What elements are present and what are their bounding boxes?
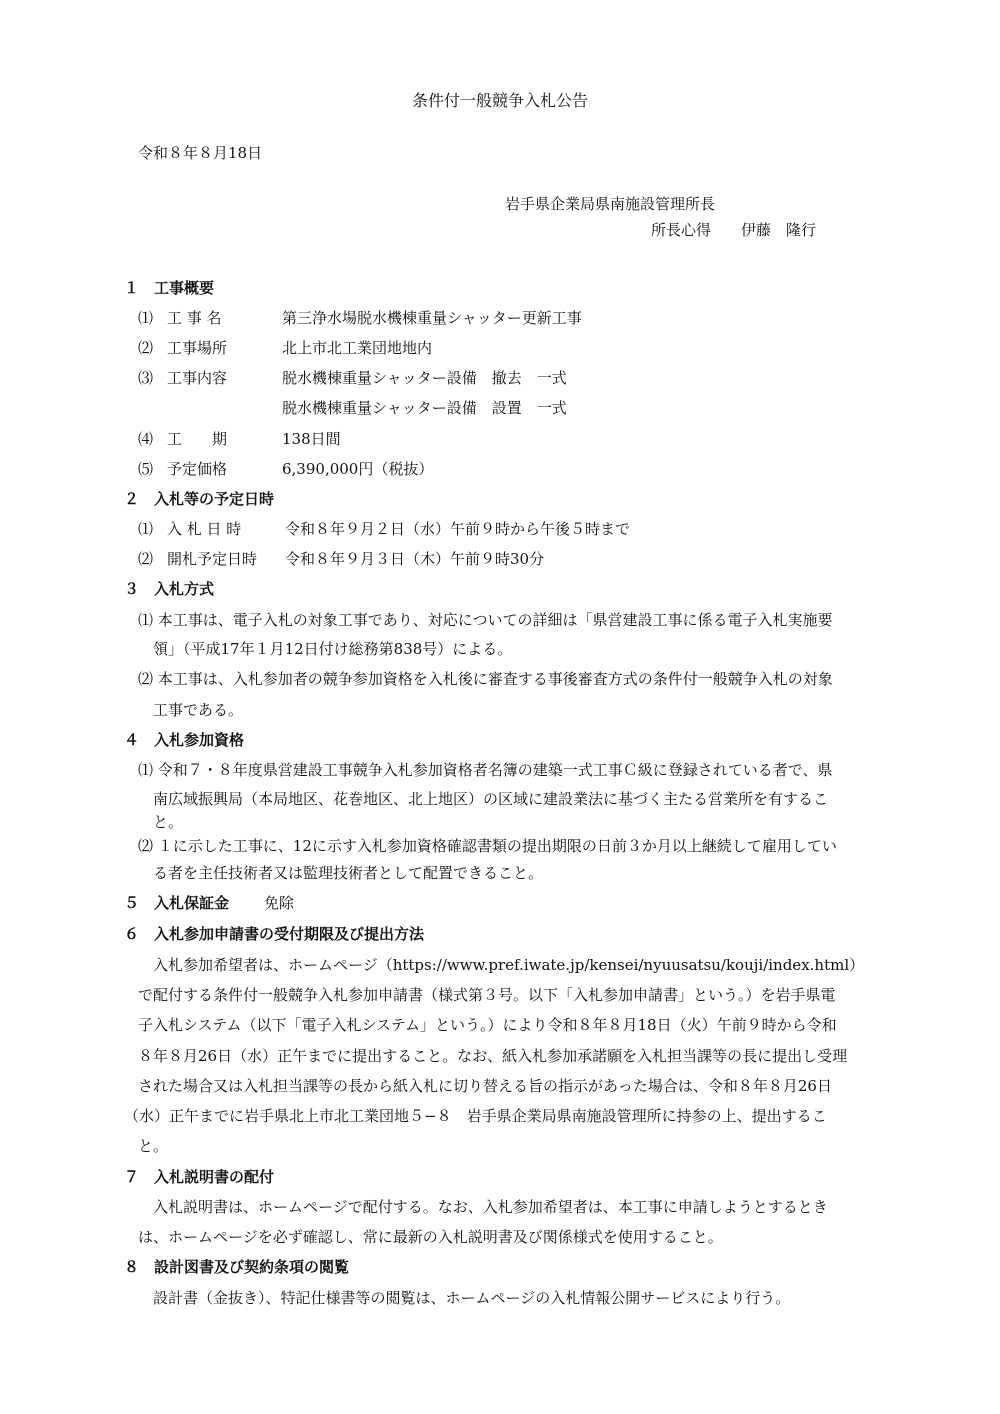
s1-item-num: ⑴	[138, 309, 154, 327]
section-1-heading: １ 工事概要	[124, 279, 215, 297]
s6-line: （水）正午までに岩手県北上市北工業団地５−８ 岩手県企業局県南施設管理所に持参の上、提出するこ	[124, 1107, 827, 1125]
s4-para-1-line: ⑴ 令和７・８年度県営建設工事競争入札参加資格者名簿の建築一式工事Ｃ級に登録されている者で、県	[138, 761, 833, 779]
s1-item-value: 脱水機棟重量シャッター設備 撤去 一式	[282, 369, 567, 387]
s6-line: された場合又は入札担当課等の長から紙入札に切り替える旨の指示があった場合は、令和８年８月26日	[138, 1077, 832, 1095]
section-3-heading: ３ 入札方式	[124, 580, 215, 598]
section-6-heading: ６ 入札参加申請書の受付期限及び提出方法	[124, 925, 425, 943]
issuer-office: 岩手県企業局県南施設管理所長	[505, 195, 716, 213]
s6-line: 子入札システム（以下「電子入札システム」という。）により令和８年８月18日（火）午前９時から令和	[138, 1016, 837, 1034]
s1-item-num: ⑶	[138, 369, 154, 387]
s1-item-num: ⑷	[138, 430, 154, 448]
section-4-heading: ４ 入札参加資格	[124, 731, 245, 749]
s2-item-label: 開札予定日時	[167, 550, 258, 568]
s1-item-num: ⑵	[138, 339, 154, 357]
notice-date: 令和８年８月18日	[138, 144, 263, 162]
s1-item-value: 138日間	[282, 430, 341, 448]
s3-para-2-line: 工事である。	[153, 701, 244, 719]
s6-line: で配付する条件付一般競争入札参加申請書（様式第３号。以下「入札参加申請書」という。）を岩手県電	[138, 986, 836, 1004]
s7-line: は、ホームページを必ず確認し、常に最新の入札説明書及び関係様式を使用すること。	[138, 1228, 723, 1246]
s6-line: 入札参加希望者は、ホームページ（https://www.pref.iwate.jp/kensei/nyuusatsu/kouji/index.html）	[153, 956, 865, 974]
s3-para-1-line: 領」（平成17年１月12日付け総務第838号）による。	[153, 640, 513, 658]
s2-item-label: 入 札 日 時	[167, 520, 242, 538]
s2-item-value: 令和８年９月２日（水）午前９時から午後５時まで	[285, 520, 631, 538]
s1-item-label: 工 事 名	[167, 309, 222, 327]
s1-item-value: 第三浄水場脱水機棟重量シャッター更新工事	[282, 309, 582, 327]
s6-line: ８年８月26日（水）正午までに提出すること。なお、紙入札参加承諾願を入札担当課等の長に提出し受理	[138, 1047, 848, 1065]
page-title: 条件付一般競争入札公告	[411, 91, 588, 110]
s4-para-2-line: る者を主任技術者又は監理技術者として配置できること。	[153, 864, 544, 882]
s4-para-2-line: ⑵ １に示した工事に、12に示す入札参加資格確認書類の提出期限の日前３か月以上継続して雇用してい	[138, 837, 837, 855]
s7-line: 入札説明書は、ホームページで配付する。なお、入札参加希望者は、本工事に申請しようとするとき	[153, 1198, 828, 1216]
s3-para-1-line: ⑴ 本工事は、電子入札の対象工事であり、対応についての詳細は「県営建設工事に係る電子入札実施要	[138, 611, 833, 629]
s2-item-num: ⑴	[138, 520, 154, 538]
section-5-heading: ５ 入札保証金	[124, 894, 230, 912]
s2-item-num: ⑵	[138, 550, 154, 568]
s4-para-1-line: と。	[153, 813, 184, 831]
s5-value: 免除	[264, 894, 295, 912]
section-8-heading: ８ 設計図書及び契約条項の閲覧	[124, 1258, 350, 1276]
s1-item-label: 工事内容	[167, 369, 228, 387]
s1-item-label: 工事場所	[167, 339, 228, 357]
s1-item-label: 工 期	[167, 430, 228, 448]
s1-item-label: 予定価格	[167, 460, 228, 478]
s1-item-value-2: 脱水機棟重量シャッター設備 設置 一式	[282, 399, 567, 417]
s1-item-value: 6,390,000円（税抜）	[282, 460, 434, 478]
s1-item-num: ⑸	[138, 460, 154, 478]
s2-item-value: 令和８年９月３日（木）午前９時30分	[285, 550, 545, 568]
s6-line: と。	[138, 1137, 169, 1155]
s3-para-2-line: ⑵ 本工事は、入札参加者の競争参加資格を入札後に審査する事後審査方式の条件付一般競争入札の対象	[138, 670, 833, 688]
s1-item-value: 北上市北工業団地地内	[282, 339, 433, 357]
section-2-heading: ２ 入札等の予定日時	[124, 490, 275, 508]
section-7-heading: ７ 入札説明書の配付	[124, 1168, 275, 1186]
s8-line: 設計書（金抜き）、特記仕様書等の閲覧は、ホームページの入札情報公開サービスにより行う。	[153, 1289, 791, 1307]
issuer-name: 所長心得 伊藤 隆行	[651, 221, 817, 239]
s4-para-1-line: 南広域振興局（本局地区、花巻地区、北上地区）の区域に建設業法に基づく主たる営業所を有するこ	[153, 790, 829, 808]
